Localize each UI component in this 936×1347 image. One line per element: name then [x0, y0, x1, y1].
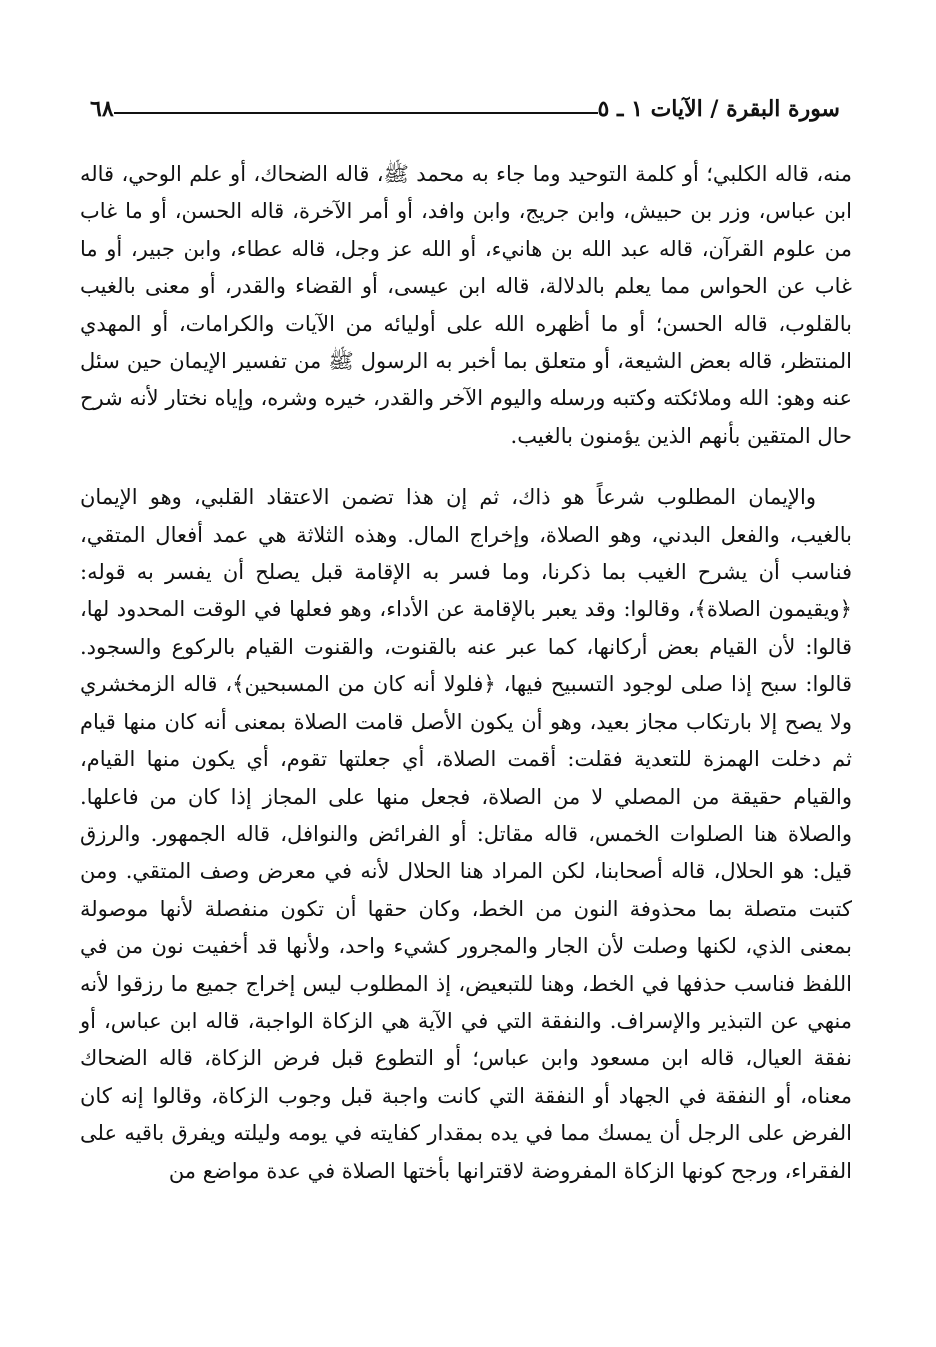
running-title: سورة البقرة / الآيات ١ ـ ٥: [597, 96, 840, 122]
paragraph: منه، قاله الكلبي؛ أو كلمة التوحيد وما جاء به محمد ﷺ، قاله الضحاك، أو علم الوحي، قاله ابن عباس، وزر بن حبيش، وابن جريج، وابن وافد، أو أمر الآخرة، قاله الحسن، أو ما غاب من علوم القرآن، قاله عبد الله بن هانيء، أو الله عز وجل، قاله عطاء، وابن جبير، أو ما غاب عن الحواس مما يعلم بالدلالة، قاله ابن عيسى، أو القضاء والقدر، أو معنى بالغيب بالقلوب، قاله الحسن؛ أو ما أظهره الله على أوليائه من الآيات والكرامات، أو المهدي المنتظر، قاله بعض الشيعة، أو متعلق بما أخبر به الرسول ﷺ من تفسير الإيمان حين سئل عنه وهو: الله وملائكته وكتبه ورسله واليوم الآخر والقدر، خيره وشره، وإياه نختار لأنه شرح حال المتقين بأنهم الذين يؤمنون بالغيب.: [80, 162, 852, 448]
header-rule: [114, 112, 598, 114]
running-header: [80, 86, 852, 120]
page-number: ٦٨: [90, 96, 114, 122]
paragraph: والإيمان المطلوب شرعاً هو ذاك، ثم إن هذا تضمن الاعتقاد القلبي، وهو الإيمان بالغيب، والفعل البدني، وهو الصلاة، وإخراج المال. وهذه الثلاثة هي عمد أفعال المتقي، فناسب أن يشرح الغيب بما ذكرنا، وما فسر به الإقامة قبل يصلح أن يفسر به قوله: ﴿ويقيمون الصلاة﴾، وقالوا: وقد يعبر بالإقامة عن الأداء، وهو فعلها في الوقت المحدود لها، قالوا: لأن القيام بعض أركانها، كما عبر عنه بالقنوت، والقنوت القيام بالركوع والسجود. قالوا: سبح إذا صلى لوجود التسبيح فيها، ﴿فلولا أنه كان من المسبحين﴾، قاله الزمخشري ولا يصح إلا بارتكاب مجاز بعيد، وهو أن يكون الأصل قامت الصلاة بمعنى أنه كان منها قيام ثم دخلت الهمزة للتعدية فقلت: أقمت الصلاة، أي جعلتها تقوم، أي يكون منها القيام، والقيام حقيقة من المصلي لا من الصلاة، فجعل منها على المجاز إذا كان من فاعلها. والصلاة هنا الصلوات الخمس، قاله مقاتل: أو الفرائض والنوافل، قاله الجمهور. والرزق قيل: هو الحلال، قاله أصحابنا، لكن المراد هنا الحلال لأنه في معرض وصف المتقي. ومن كتبت متصلة بما محذوفة النون من الخط، وكان حقها أن تكون منفصلة لأنها موصولة بمعنى الذي، لكنها وصلت لأن الجار والمجرور كشيء واحد، ولأنها قد أخفيت نون من في اللفظ فناسب حذفها في الخط، وهنا للتبعيض، إذ المطلوب ليس إخراج جميع ما رزقوا لأنه منهي عن التبذير والإسراف. والنفقة التي في الآية هي الزكاة الواجبة، قاله ابن عباس، أو نفقة العيال، قاله ابن مسعود وابن عباس؛ أو التطوع قبل فرض الزكاة، قاله الضحاك معناه، أو النفقة في الجهاد أو النفقة التي كانت واجبة قبل وجوب الزكاة، وقالوا إنه كان الفرض على الرجل أن يمسك مما في يده بمقدار كفايته في يومه وليلته ويفرق باقيه على الفقراء، ورجح كونها الزكاة المفروضة لاقترانها بأختها الصلاة في عدة مواضع من: [80, 485, 852, 1183]
body-text: [80, 156, 852, 1190]
